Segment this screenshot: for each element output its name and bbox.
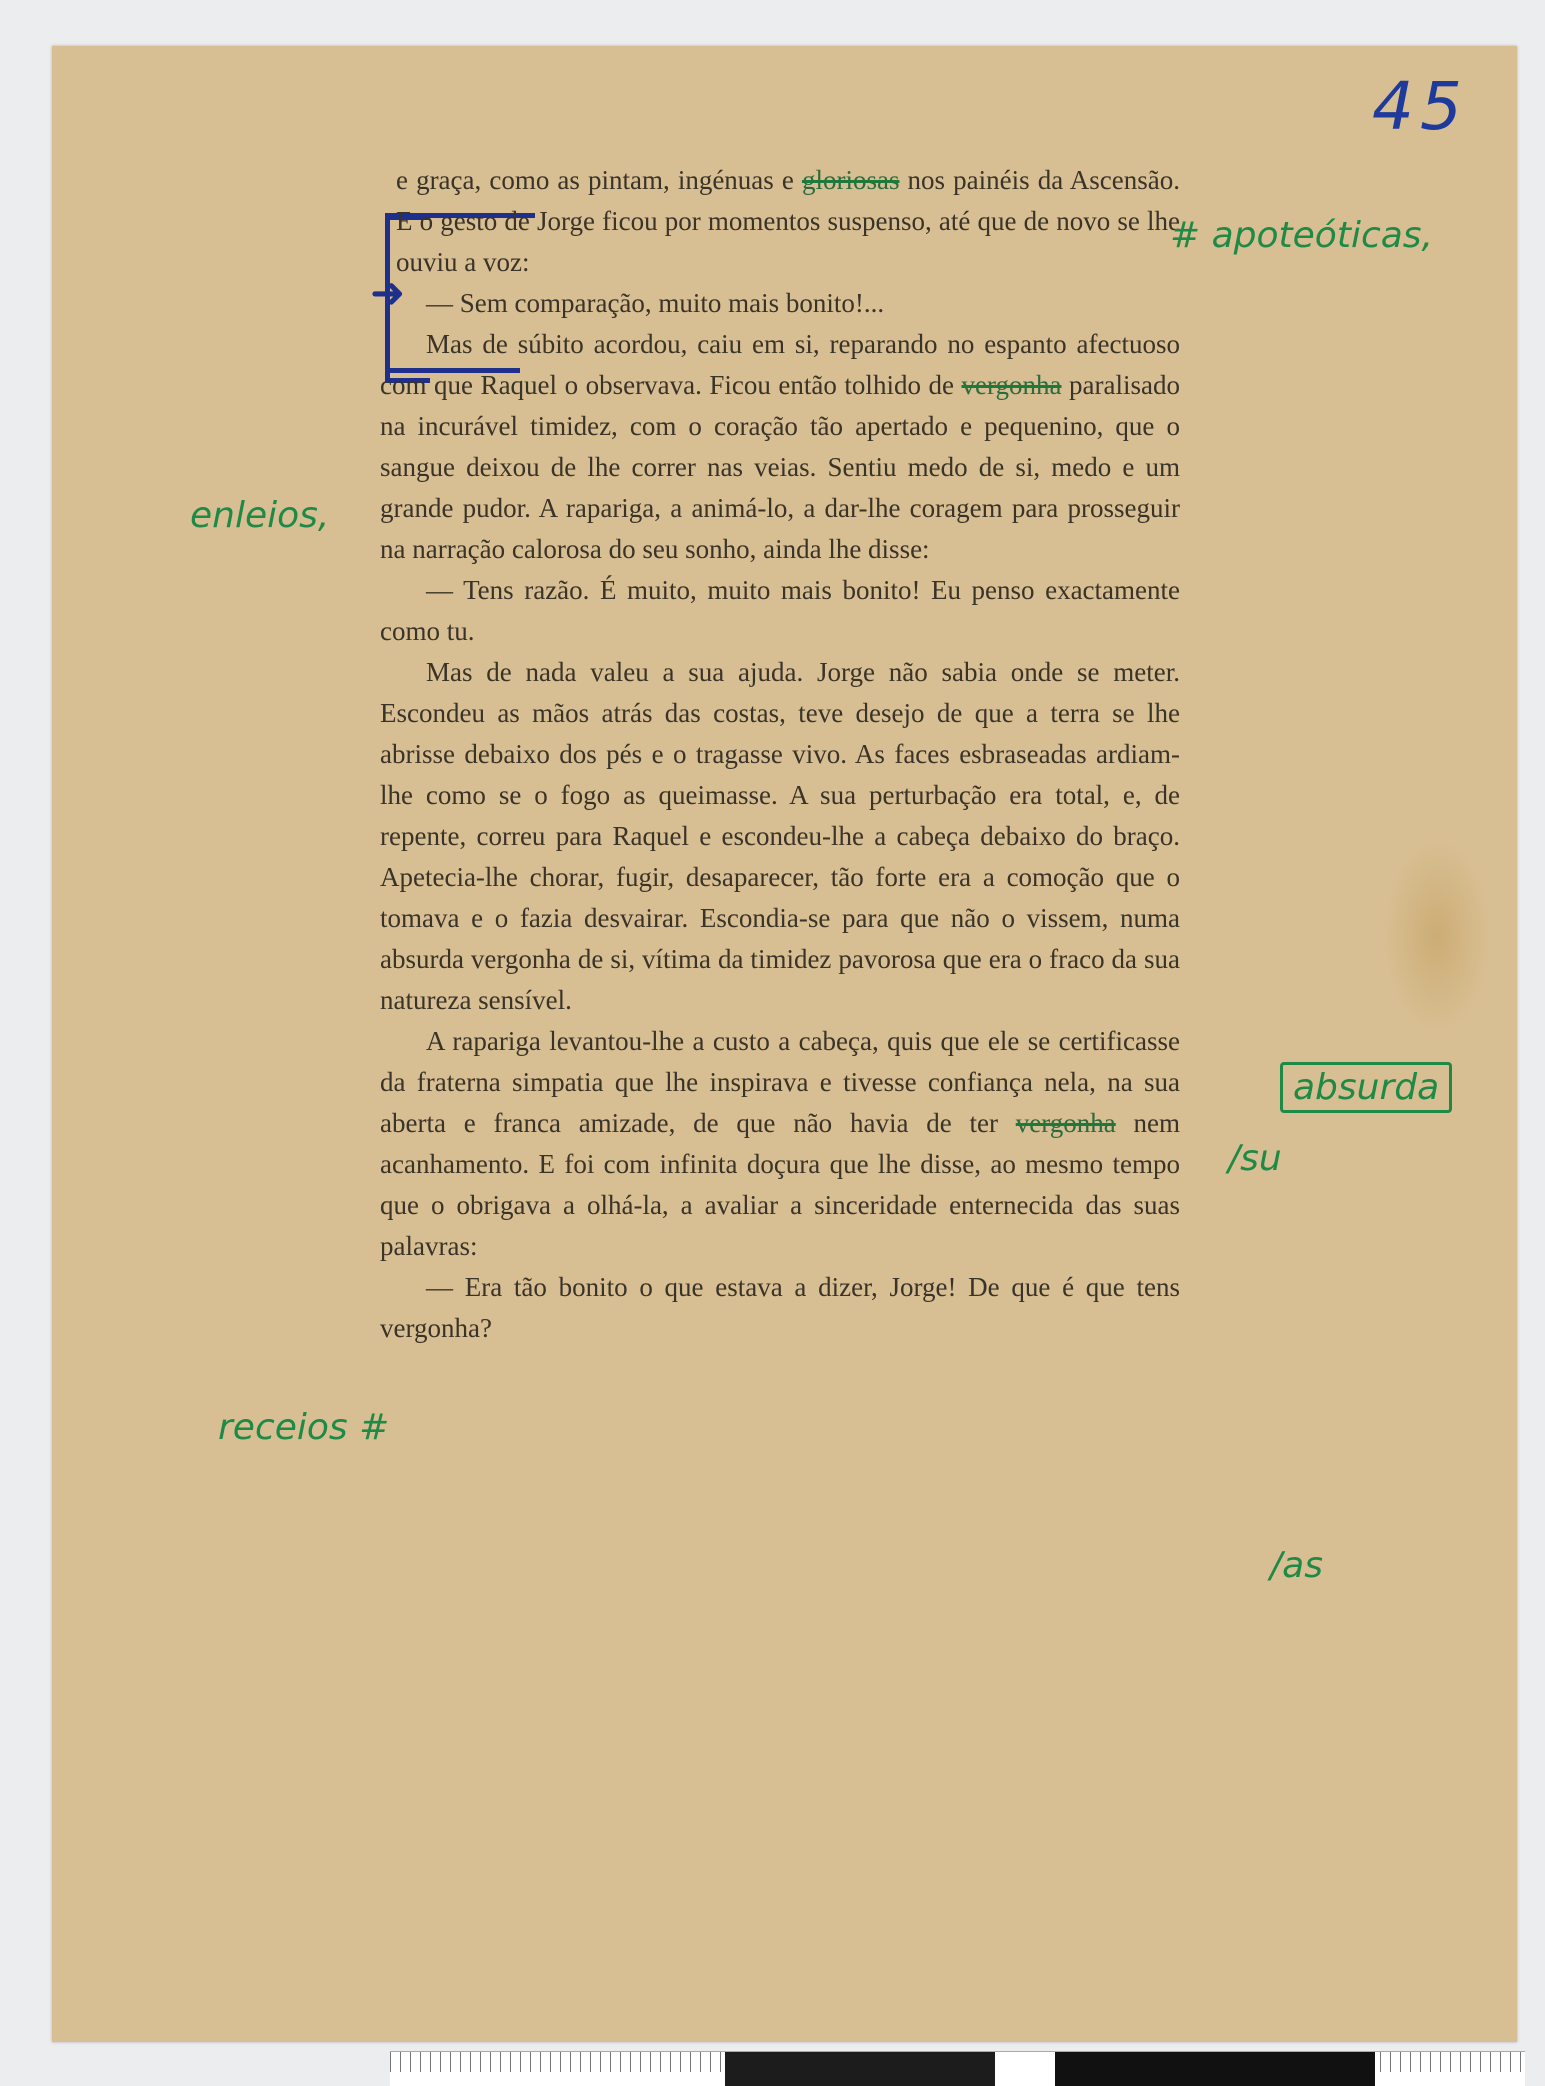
margin-note-su: /su <box>1228 1138 1282 1179</box>
color-scale-ruler <box>390 2051 1525 2086</box>
ruler-block-black <box>1055 2052 1375 2086</box>
paragraph-5: Mas de nada valeu a sua ajuda. Jorge não sabia onde se meter. Escondeu as mãos atrás das costas, teve desejo de que a terra se lhe abrisse debaixo dos pés e o tragasse vivo. As faces esbraseadas ardiam-lhe como se o fogo as queimasse. A sua perturbação era total, e, de repente, correu para Raquel e escondeu-lhe a cabeça debaixo do braço. Apetecia-lhe chorar, fugir, desaparecer, tão forte era a comoção que o tomava e o fazia desvairar. Escondia-se para que não o vissem, numa absurda vergonha de si, vítima da timidez pavorosa que era o fraco da sua natureza sensível. <box>380 657 1180 1015</box>
insert-arrow-icon: ➜ <box>370 268 406 317</box>
paragraph-3: Mas de súbito acordou, caiu em si, reparando no espanto afectuoso com que Raquel o observava. Ficou então tolhido de vergonha paralisado na incurável timidez, com o coração tão apertado e pequenino, que o sangue deixou de lhe correr nas veias. Sentiu medo de si, medo e um grande pudor. A rapariga, a animá-lo, a dar-lhe coragem para prosseguir na narração calorosa do seu sonho, ainda lhe disse: <box>380 329 1180 564</box>
margin-note-absurda: absurda <box>1280 1062 1452 1113</box>
ruler-block-dark <box>725 2052 995 2086</box>
ruler-ticks-right <box>1380 2052 1525 2072</box>
paper-stain <box>1382 836 1492 1036</box>
struck-word: gloriosas <box>801 165 900 195</box>
paragraph-6: A rapariga levantou-lhe a custo a cabeça, quis que ele se certificasse da fraterna simpatia que lhe inspirava e tivesse confiança nela, na sua aberta e franca amizade, de que não havia de ter vergonha nem acanhamento. E foi com infinita doçura que lhe disse, ao mesmo tempo que o obrigava a olhá-la, a avaliar a sinceridade enternecida das suas palavras: <box>380 1026 1180 1261</box>
page-number: 45 <box>1372 68 1468 145</box>
margin-note-as: /as <box>1270 1545 1323 1586</box>
paragraph-1: e graça, como as pintam, ingénuas e gloriosas nos painéis da Ascensão. E o gesto de Jorge ficou por momentos suspenso, até que de novo se lhe ouviu a voz: <box>396 165 1180 277</box>
margin-note-apoteoticas: # apoteóticas, <box>1170 215 1434 256</box>
struck-word: vergonha <box>961 370 1062 400</box>
margin-note-enleios: enleios, <box>190 495 330 536</box>
paragraph-2: — Sem comparação, muito mais bonito!... <box>426 288 885 318</box>
margin-note-receios: receios # <box>218 1407 390 1448</box>
ruler-ticks <box>390 2052 730 2072</box>
paragraph-4: — Tens razão. É muito, muito mais bonito! Eu penso exactamente como tu. <box>380 575 1180 646</box>
struck-word: vergonha <box>1015 1108 1116 1138</box>
body-text <box>380 160 1180 1349</box>
paragraph-7: — Era tão bonito o que estava a dizer, Jorge! De que é que tens vergonha? <box>380 1272 1180 1343</box>
